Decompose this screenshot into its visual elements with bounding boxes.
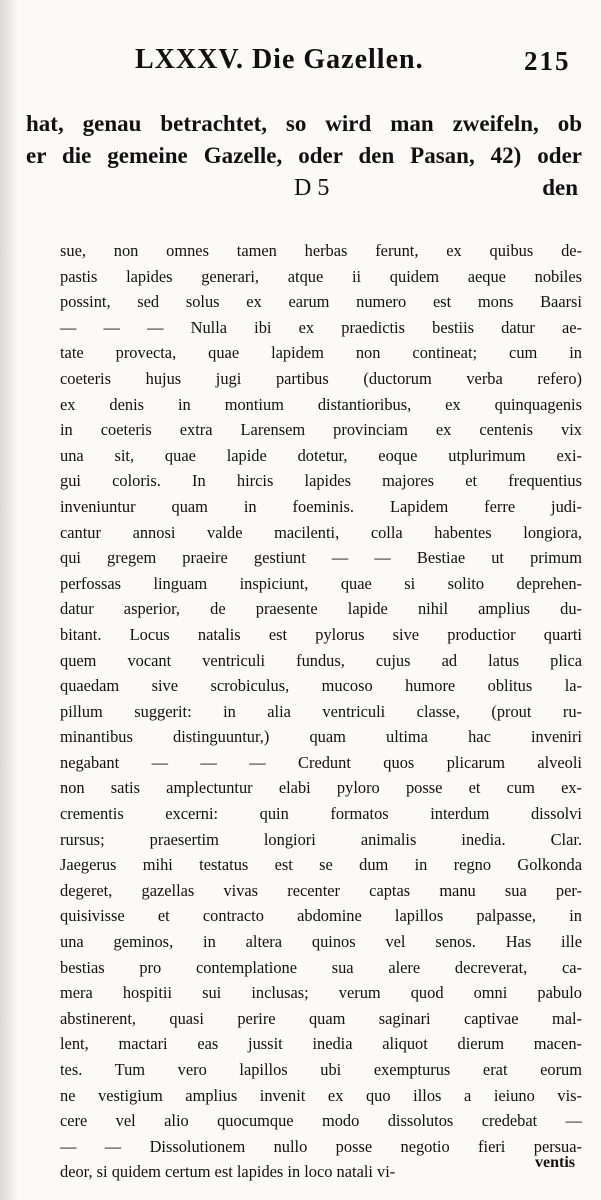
footnote-line: quem vocant ventriculi fundus, cujus ad latus plica — [60, 650, 582, 670]
footnote-line: una geminos, in altera quinos vel senos. Has ille — [60, 932, 582, 952]
footnote-line: ex denis in montium distantioribus, ex quinquagenis — [60, 394, 582, 414]
footnote-line: possint, sed solus ex earum numero est mons Baarsi — [60, 292, 582, 312]
main-text-line: hat, genau betrachtet, so wird man zweifeln, ob — [26, 111, 582, 136]
signature-mark: D 5 — [294, 175, 330, 201]
footnote-line: quaedam sive scrobiculus, mucoso humore oblitus la- — [60, 676, 582, 696]
footnote-block — [60, 238, 582, 1185]
footnote-line: non satis amplectuntur elabi pyloro posse et cum ex- — [60, 778, 582, 798]
running-head-title: LXXXV. Die Gazellen. — [135, 44, 424, 75]
footnote-line: crementis excerni: quin formatos interdum dissolvi — [60, 804, 582, 824]
footnote-line: qui gregem praeire gestiunt — — Bestiae ut primum — [60, 548, 582, 568]
footnote-line: lent, mactari eas jussit inedia aliquot dierum macen- — [60, 1034, 582, 1054]
footnote-line: datur asperior, de praesente lapide nihil amplius du- — [60, 599, 582, 619]
footnote-line: rursus; praesertim longiori animalis inedia. Clar. — [60, 829, 582, 849]
footnote-line: deor, si quidem certum est lapides in loco natali vi- — [60, 1162, 396, 1182]
footnote-line: ne vestigium amplius invenit ex quo illos a ieiuno vis- — [60, 1085, 582, 1105]
running-head — [0, 44, 601, 84]
main-text-line: er die gemeine Gazelle, oder den Pasan, 42) oder — [26, 143, 582, 168]
footnote-line: sue, non omnes tamen herbas ferunt, ex quibus de- — [60, 241, 582, 260]
footnote-line: tes. Tum vero lapillos ubi exempturus erat eorum — [60, 1060, 582, 1079]
footnote-line: — — Dissolutionem nullo posse negotio fieri persua- — [60, 1136, 582, 1156]
footnote-line: inveniuntur quam in foeminis. Lapidem ferre judi- — [60, 496, 582, 516]
footnote-line: negabant — — — Credunt quos plicarum alveoli — [60, 752, 582, 772]
footnote-line: abstinerent, quasi perire quam saginari captivae mal- — [60, 1008, 582, 1028]
footnote-line: coeteris hujus jugi partibus (ductorum verba refero) — [60, 368, 582, 388]
footnote-line: minantibus distinguuntur,) quam ultima hac inveniri — [60, 727, 582, 747]
main-catchword: den — [542, 175, 578, 200]
footnote-line: quisivisse et contracto abdomine lapillos palpasse, in — [60, 906, 582, 926]
footnote-line: mera hospitii sui inclusas; verum quod omni pabulo — [60, 983, 582, 1003]
footnote-line: Jaegerus mihi testatus est se dum in regno Golkonda — [60, 855, 582, 875]
footnote-line: una sit, quae lapide dotetur, eoque utplurimum exi- — [60, 445, 582, 465]
footnote-line: pastis lapides generari, atque ii quidem aeque nobiles — [60, 266, 582, 286]
gutter-shadow — [0, 0, 18, 1200]
footnote-line: bestias pro contemplatione sua alere decreverat, ca- — [60, 957, 582, 977]
footnote-line: bitant. Locus natalis est pylorus sive productior quarti — [60, 624, 582, 644]
footnote-line: cantur annosi valde macilenti, colla habentes longiora, — [60, 522, 582, 542]
main-text-block — [26, 108, 582, 204]
footnote-line: cere vel alio quocumque modo dissolutos credebat — — [60, 1111, 582, 1131]
footnote-line: tate provecta, quae lapidem non contineat; cum in — [60, 343, 582, 363]
signature-row — [26, 172, 582, 204]
footnote-line: pillum suggerit: in alia ventriculi classe, (prout ru- — [60, 701, 582, 721]
footnote-catchword: ventis — [535, 1154, 575, 1171]
footnote-line: — — — Nulla ibi ex praedictis bestiis datur ae- — [60, 317, 582, 337]
footnote-line: degeret, gazellas vivas recenter captas manu sua per- — [60, 880, 582, 900]
footnote-line: perfossas linguam inspiciunt, quae si solito deprehen- — [60, 573, 582, 593]
footnote-line: gui coloris. In hircis lapides majores et frequentius — [60, 471, 582, 491]
page-number: 215 — [524, 46, 571, 76]
footnote-line: in coeteris extra Larensem provinciam ex centenis vix — [60, 420, 582, 440]
